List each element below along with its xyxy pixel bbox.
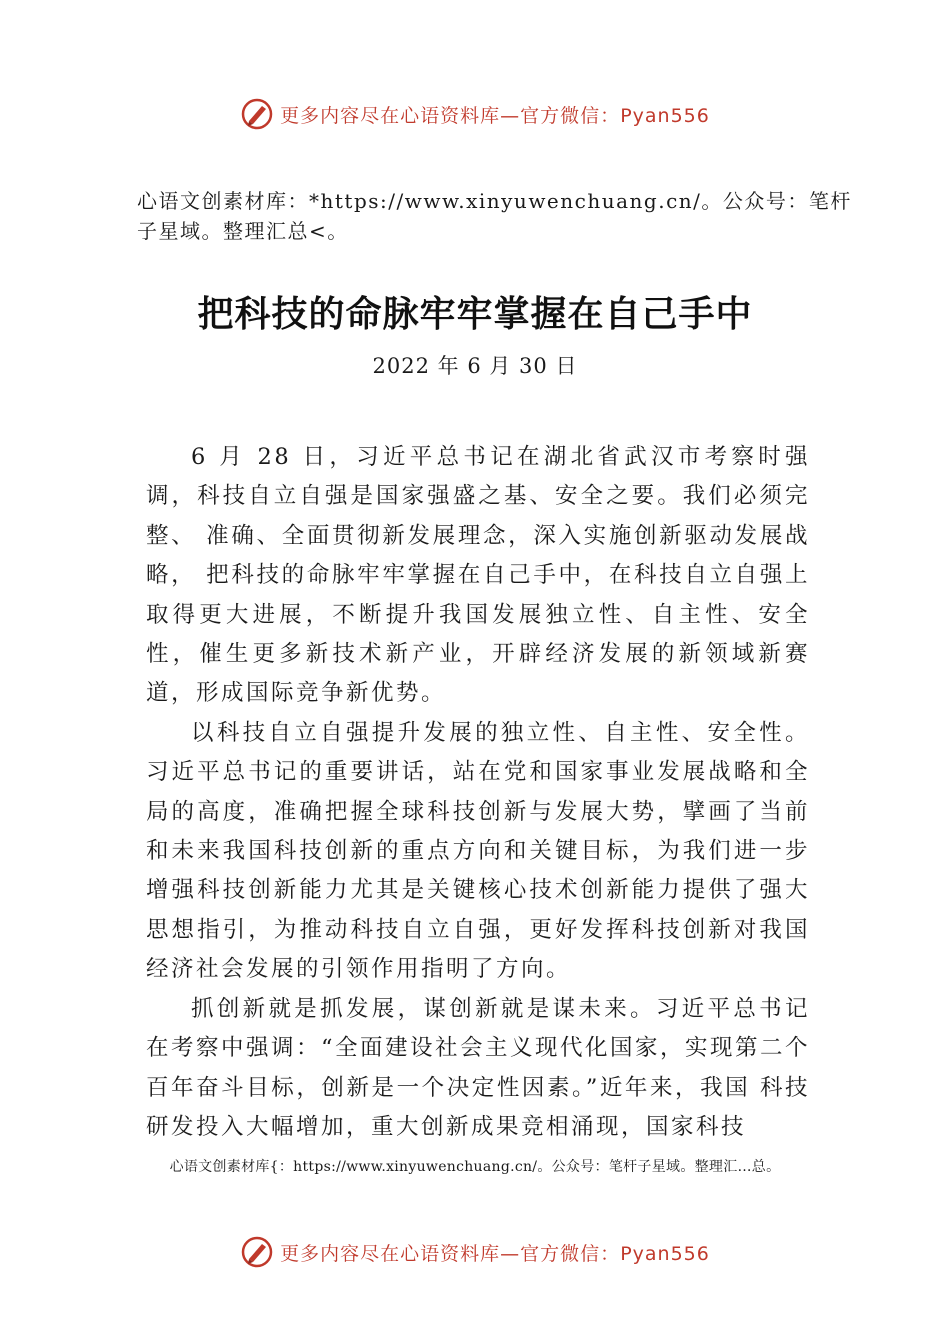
banner-separator: — bbox=[500, 1242, 521, 1265]
article-body bbox=[146, 438, 810, 1147]
paragraph: 以科技自立自强提升发展的独立性、自主性、安全性。习近平总书记的重要讲话，站在党和国家事业发展战略和全局的高度，准确把握全球科技创新与发展大势，擘画了当前和未来我国科技创新的重点方向和关键目标，为我们进一步增强科技创新能力尤其是关键核心技术创新能力提供了强大思想指引，为推动科技自立自强，更好发挥科技创新对我国经济社会发展的引领作用指明了方向。 bbox=[146, 719, 810, 983]
paragraph: 抓创新就是抓发展，谋创新就是谋未来。习近平总书记在考察中强调：“全面建设社会主义现代化国家，实现第二个百年奋斗目标，创新是一个决定性因素。”近年来，我国 科技研发投入大幅增加，重大创新成果竞相涌现，国家科技 bbox=[146, 995, 811, 1140]
banner-wechat-label: 官方微信： bbox=[520, 104, 621, 127]
banner-wechat-id: Pyan556 bbox=[620, 104, 710, 127]
banner-slogan: 更多内容尽在心语资料库 bbox=[280, 1242, 501, 1265]
header-note: 心语文创素材库：*https://www.xinyuwenchuang.cn/。公众号：笔杆子星域。整理汇总<。 bbox=[137, 189, 852, 243]
banner-text bbox=[280, 101, 710, 128]
bottom-banner bbox=[0, 1232, 950, 1272]
paragraph: 6 月 28 日，习近平总书记在湖北省武汉市考察时强调，科技自立自强是国家强盛之基、安全之要。我们必须完整、 准确、全面贯彻新发展理念，深入实施创新驱动发展战略， 把科技的命脉牢牢掌握在自己手中，在科技自立自强上取得更大进展，不断提升我国发展独立性、自主性、安全性，催生更多新技术新产业，开辟经济发展的新领域新赛道，形成国际竞争新优势。 bbox=[146, 444, 810, 707]
footer-note: 心语文创素材库{：https://www.xinyuwenchuang.cn/。公众号：笔杆子星域。整理汇…总。 bbox=[169, 1159, 781, 1175]
top-banner bbox=[0, 94, 950, 134]
banner-wechat-id: Pyan556 bbox=[620, 1242, 710, 1265]
document-title: 把科技的命脉牢牢掌握在自己手中 bbox=[197, 294, 753, 335]
document-date: 2022 年 6 月 30 日 bbox=[372, 354, 578, 378]
pen-logo-icon bbox=[240, 1235, 274, 1269]
pen-logo-icon bbox=[240, 97, 274, 131]
banner-wechat-label: 官方微信： bbox=[520, 1242, 621, 1265]
banner-separator: — bbox=[500, 104, 521, 127]
banner-text bbox=[280, 1239, 710, 1266]
banner-slogan: 更多内容尽在心语资料库 bbox=[280, 104, 501, 127]
